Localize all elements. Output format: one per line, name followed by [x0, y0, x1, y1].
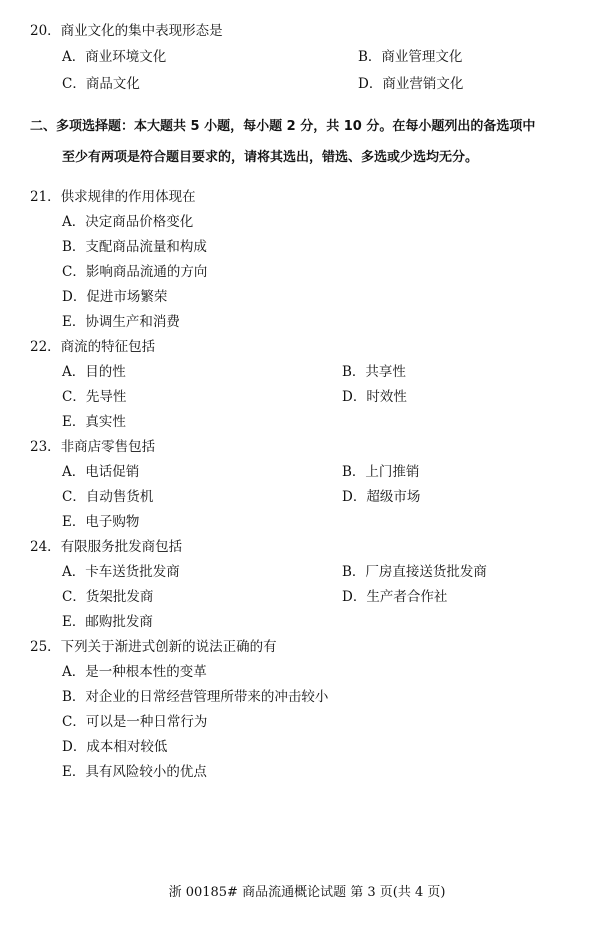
- question-21-option-e: E．协调生产和消费: [62, 314, 180, 330]
- page-footer: 浙 00185# 商品流通概论试题 第 3 页(共 4 页): [168, 885, 446, 900]
- question-22-option-c: C．先导性: [62, 389, 127, 405]
- question-22-option-b: B．共享性: [342, 364, 406, 380]
- question-21-option-c: C．影响商品流通的方向: [62, 264, 208, 280]
- question-22-option-a: A．目的性: [62, 364, 126, 380]
- question-20-stem: 20．商业文化的集中表现形态是: [30, 23, 223, 39]
- question-22-option-e: E．真实性: [62, 414, 126, 430]
- section-2-instructions-line-2: 至少有两项是符合题目要求的，请将其选出，错选、多选或少选均无分。: [62, 150, 479, 165]
- question-25-option-e: E．具有风险较小的优点: [62, 764, 207, 780]
- question-21-stem: 21．供求规律的作用体现在: [30, 189, 196, 205]
- question-20-option-c: C．商品文化: [62, 76, 140, 92]
- question-20-option-d: D．商业营销文化: [358, 76, 464, 92]
- question-24-option-d: D．生产者合作社: [342, 589, 448, 605]
- question-20-option-b: B．商业管理文化: [358, 49, 463, 65]
- question-22-option-d: D．时效性: [342, 389, 407, 405]
- question-21-option-a: A．决定商品价格变化: [62, 214, 194, 230]
- question-20-option-a: A．商业环境文化: [62, 49, 167, 65]
- question-24-option-c: C．货架批发商: [62, 589, 154, 605]
- question-24-option-a: A．卡车送货批发商: [62, 564, 180, 580]
- question-22-stem: 22．商流的特征包括: [30, 339, 156, 355]
- question-23-option-b: B．上门推销: [342, 464, 420, 480]
- question-24-stem: 24．有限服务批发商包括: [30, 539, 183, 555]
- question-24-option-b: B．厂房直接送货批发商: [342, 564, 487, 580]
- section-2-instructions-line-1: 二、多项选择题：本大题共 5 小题，每小题 2 分，共 10 分。在每小题列出的备选项中: [30, 119, 536, 134]
- question-23-option-a: A．电话促销: [62, 464, 140, 480]
- question-23-option-e: E．电子购物: [62, 514, 140, 530]
- question-25-option-a: A．是一种根本性的变革: [62, 664, 207, 680]
- question-21-option-d: D．促进市场繁荣: [62, 289, 168, 305]
- question-25-option-c: C．可以是一种日常行为: [62, 714, 208, 730]
- question-23-option-c: C．自动售货机: [62, 489, 154, 505]
- question-24-option-e: E．邮购批发商: [62, 614, 153, 630]
- question-25-option-b: B．对企业的日常经营管理所带来的冲击较小: [62, 689, 329, 705]
- question-23-option-d: D．超级市场: [342, 489, 421, 505]
- question-23-stem: 23．非商店零售包括: [30, 439, 156, 455]
- question-25-stem: 25．下列关于渐进式创新的说法正确的有: [30, 639, 277, 655]
- question-25-option-d: D．成本相对较低: [62, 739, 168, 755]
- question-21-option-b: B．支配商品流量和构成: [62, 239, 207, 255]
